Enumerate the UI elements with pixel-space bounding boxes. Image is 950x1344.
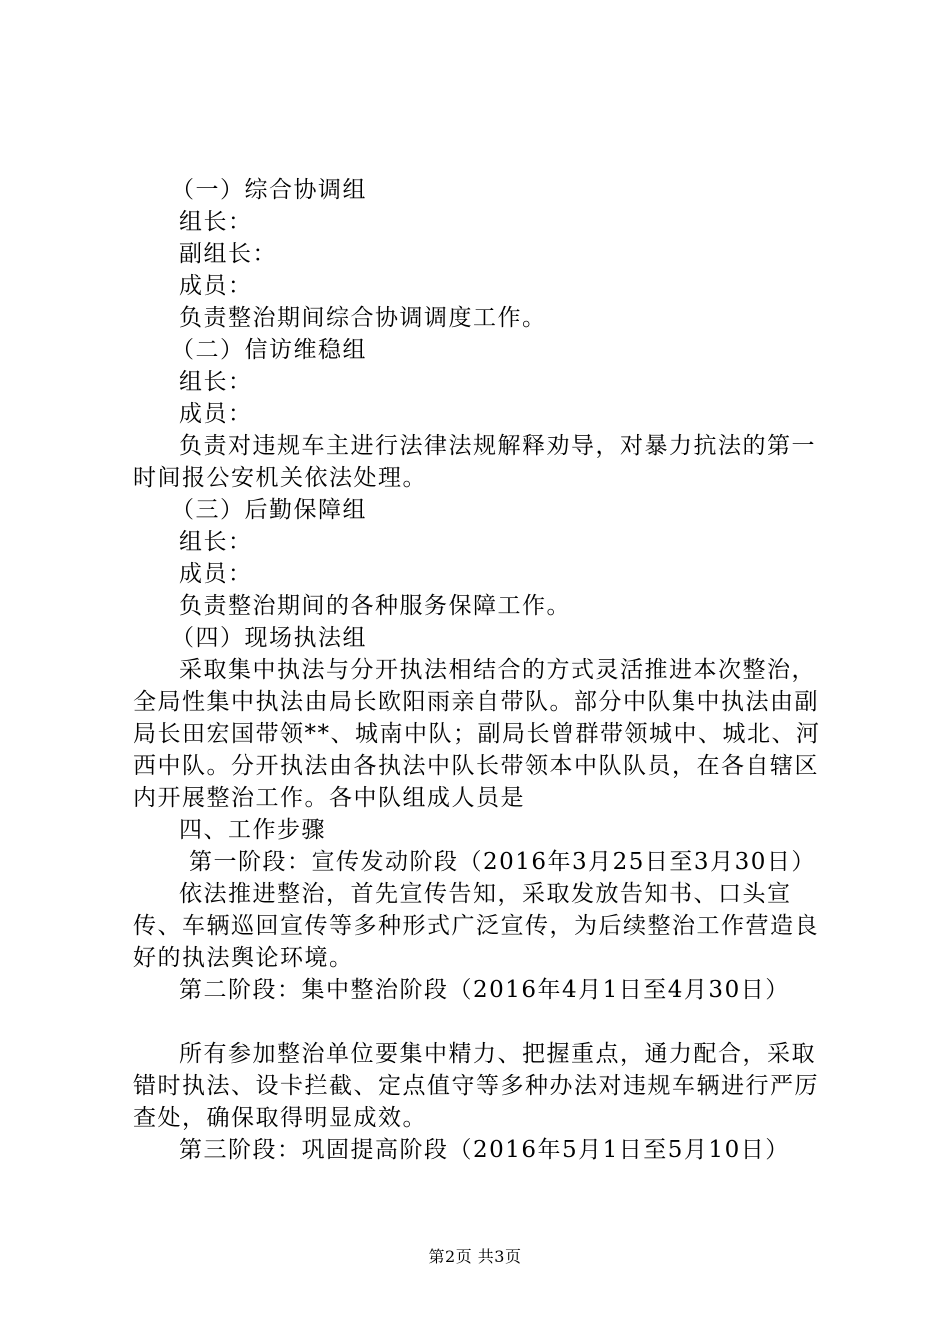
group-leader-line: 组长： <box>179 369 253 395</box>
group-leader-line: 组长： <box>179 529 253 555</box>
section-heading-coordination: （一）综合协调组 <box>171 177 367 203</box>
members-line: 成员： <box>179 273 253 299</box>
phase-three-heading: 第三阶段：巩固提高阶段（2016年5月1日至5月10日） <box>179 1137 790 1163</box>
responsibility-petition: 负责对违规车主进行法律法规解释劝导，对暴力抗法的第一时间报公安机关依法处理。 <box>133 433 816 491</box>
group-leader-line: 组长： <box>179 209 253 235</box>
section-heading-petition: （二）信访维稳组 <box>171 337 367 363</box>
section-heading-logistics: （三）后勤保障组 <box>171 497 367 523</box>
responsibility-logistics: 负责整治期间的各种服务保障工作。 <box>179 593 571 619</box>
page-footer: 第2页 共3页 <box>428 1247 522 1266</box>
members-line: 成员： <box>179 561 253 587</box>
deputy-leader-line: 副组长： <box>179 241 277 267</box>
section-heading-work-steps: 四、工作步骤 <box>179 817 326 843</box>
responsibility-coordination: 负责整治期间综合协调调度工作。 <box>179 305 547 331</box>
document-body <box>133 174 833 1166</box>
members-line: 成员： <box>179 401 253 427</box>
blank-line <box>133 1006 833 1038</box>
phase-one-description: 依法推进整治，首先宣传告知，采取发放告知书、口头宣传、车辆巡回宣传等多种形式广泛宣传，为后续整治工作营造良好的执法舆论环境。 <box>133 881 819 971</box>
section-heading-enforcement: （四）现场执法组 <box>171 625 367 651</box>
phase-two-heading: 第二阶段：集中整治阶段（2016年4月1日至4月30日） <box>179 977 790 1003</box>
phase-two-description: 所有参加整治单位要集中精力、把握重点，通力配合，采取错时执法、设卡拦截、定点值守等多种办法对违规车辆进行严厉查处，确保取得明显成效。 <box>133 1041 819 1131</box>
phase-one-heading: 第一阶段：宣传发动阶段（2016年3月25日至3月30日） <box>189 849 816 875</box>
enforcement-description: 采取集中执法与分开执法相结合的方式灵活推进本次整治，全局性集中执法由局长欧阳雨亲自带队。部分中队集中执法由副局长田宏国带领**、城南中队；副局长曾群带领城中、城北、河西中队。分开执法由各执法中队长带领本中队队员，在各自辖区内开展整治工作。各中队组成人员是 <box>133 657 821 811</box>
